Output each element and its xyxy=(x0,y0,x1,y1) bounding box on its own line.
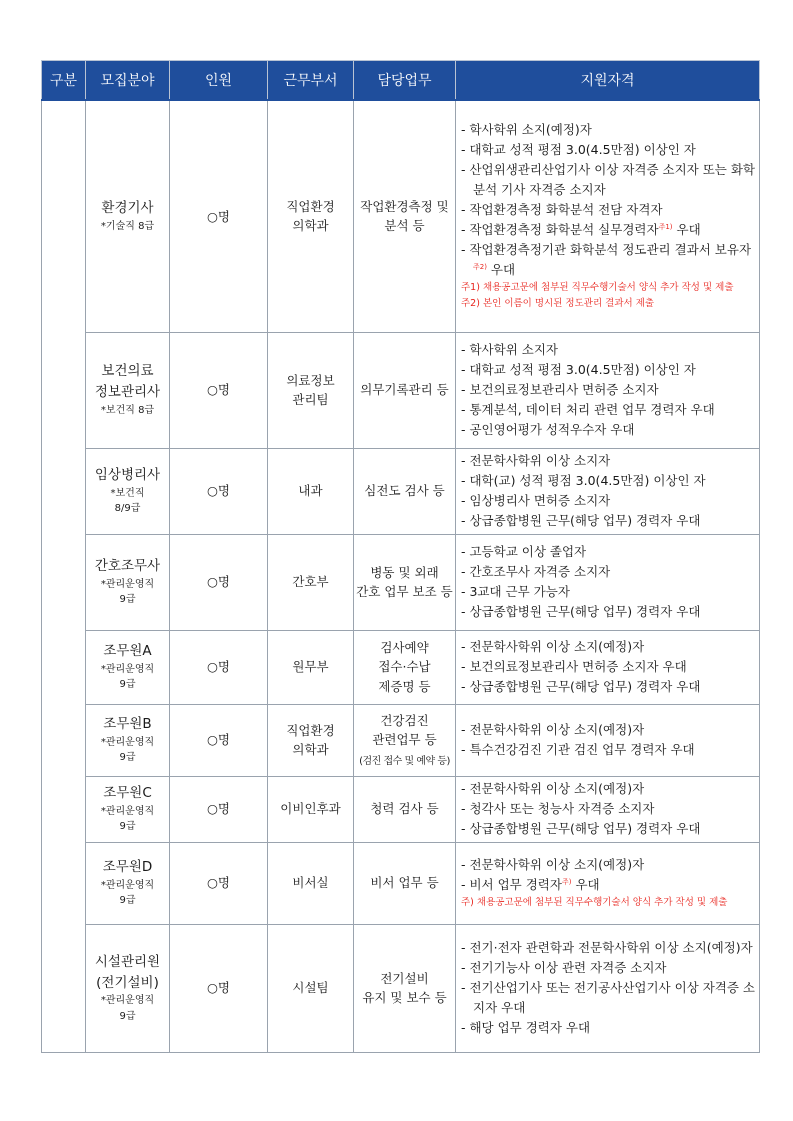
qualification-item xyxy=(461,451,755,471)
grade-label: 9급 xyxy=(119,594,136,606)
qualification-text: - 작업환경측정 화학분석 실무경력자 xyxy=(461,221,659,237)
qualification-cell xyxy=(456,534,760,630)
count-cell: ○명 xyxy=(170,332,268,448)
count-cell: ○명 xyxy=(170,704,268,776)
duty-line: 의무기록관리 등 xyxy=(360,382,449,398)
role-name: 보건의료 정보관리사 xyxy=(94,363,161,401)
duty-cell xyxy=(354,776,456,842)
duty-line: 비서 업무 등 xyxy=(370,875,439,891)
qualification-item xyxy=(461,799,755,819)
role-name: 조무원B xyxy=(103,716,152,733)
duty-line: 병동 및 외래 xyxy=(370,564,439,580)
qualification-suffix: 우대 xyxy=(486,261,516,277)
qualification-text: - 상급종합병원 근무(해당 업무) 경력자 우대 xyxy=(461,604,701,619)
grade-label: *기술직 8급 xyxy=(100,220,155,232)
duty-line: 간호 업무 보조 등 xyxy=(356,584,453,599)
department-line: 관리팀 xyxy=(292,392,329,407)
qualification-text: - 보건의료정보관리사 면허증 소지자 xyxy=(461,382,659,397)
role-name: 간호조무사 xyxy=(94,558,161,575)
department-line: 의학과 xyxy=(292,218,329,234)
duty-line: (검진 접수 및 예약 등) xyxy=(359,755,450,767)
field-cell xyxy=(86,704,170,776)
qualification-text: - 전기·전자 관련학과 전문학사학위 이상 소지(예정)자 xyxy=(461,940,753,955)
table-row xyxy=(42,924,760,1052)
count-cell: ○명 xyxy=(170,534,268,630)
duty-line: 검사예약 xyxy=(380,639,429,655)
department-cell xyxy=(268,630,354,704)
department-line: 비서실 xyxy=(292,875,329,891)
duty-line: 제증명 등 xyxy=(378,678,431,694)
qualification-suffix: 우대 xyxy=(672,221,701,237)
count-cell: ○명 xyxy=(170,630,268,704)
department-cell xyxy=(268,776,354,842)
qualification-item xyxy=(461,240,755,280)
duty-line: 분석 등 xyxy=(384,218,425,234)
qualification-cell xyxy=(456,448,760,534)
qualification-text: - 해당 업무 경력자 우대 xyxy=(461,1020,591,1035)
qualification-text: - 임상병리사 면허증 소지자 xyxy=(461,493,611,508)
role-name: 환경기사 xyxy=(101,200,154,217)
field-cell xyxy=(86,842,170,924)
role-name: 조무원C xyxy=(103,785,152,802)
qualification-item xyxy=(461,819,755,839)
qualification-text: - 상급종합병원 근무(해당 업무) 경력자 우대 xyxy=(461,821,701,836)
footnote-text: 주) 채용공고문에 첨부된 직무수행기술서 양식 추가 작성 및 제출 xyxy=(461,896,728,908)
qualification-cell xyxy=(456,842,760,924)
count-cell: ○명 xyxy=(170,776,268,842)
qualification-text: - 전문학사학위 이상 소지(예정)자 xyxy=(461,856,645,872)
header-field: 모집분야 xyxy=(86,61,170,101)
grade-label: *관리운영직 xyxy=(100,663,155,675)
qualification-cell xyxy=(456,100,760,332)
field-cell xyxy=(86,448,170,534)
qualification-item xyxy=(461,400,755,420)
duty-line: 접수·수납 xyxy=(378,659,431,675)
qualification-item xyxy=(461,491,755,511)
grade-label: 9급 xyxy=(119,679,136,691)
table-row xyxy=(42,704,760,776)
qualification-suffix: 우대 xyxy=(571,876,600,892)
grade-label: *관리운영직 xyxy=(100,879,155,891)
duty-cell xyxy=(354,332,456,448)
duty-line: 유지 및 보수 등 xyxy=(362,990,447,1005)
qualification-item xyxy=(461,511,755,531)
table-row xyxy=(42,332,760,448)
footnote-marker: 주) xyxy=(561,877,572,886)
duty-cell xyxy=(354,100,456,332)
header-count: 인원 xyxy=(170,61,268,101)
qualification-text: - 간호조무사 자격증 소지자 xyxy=(461,564,611,579)
qualification-item xyxy=(461,200,755,220)
department-line: 의료정보 xyxy=(286,372,335,388)
role-name: 조무원A xyxy=(103,643,152,660)
category-cell xyxy=(42,100,86,1052)
qualification-item xyxy=(461,978,755,1018)
qualification-cell xyxy=(456,776,760,842)
header-department: 근무부서 xyxy=(268,61,354,101)
footnote-text: 주2) 본인 이름이 명시된 정도관리 결과서 제출 xyxy=(461,298,655,310)
qualification-text: - 통계분석, 데이터 처리 관련 업무 경력자 우대 xyxy=(461,402,715,417)
department-line: 간호부 xyxy=(292,574,329,590)
qualification-item xyxy=(461,677,755,697)
qualification-cell xyxy=(456,704,760,776)
field-cell xyxy=(86,776,170,842)
qualification-item xyxy=(461,637,755,657)
duty-line: 건강검진 xyxy=(380,712,429,728)
qualification-item xyxy=(461,875,755,895)
role-name: 시설관리원 (전기설비) xyxy=(94,953,161,991)
qualification-item xyxy=(461,471,755,491)
header-qualification: 지원자격 xyxy=(456,61,760,101)
table-row xyxy=(42,534,760,630)
grade-label: 9급 xyxy=(119,895,136,907)
department-cell xyxy=(268,448,354,534)
qualification-text: - 상급종합병원 근무(해당 업무) 경력자 우대 xyxy=(461,679,701,694)
field-cell xyxy=(86,100,170,332)
qualification-cell xyxy=(456,630,760,704)
qualification-item xyxy=(461,602,755,622)
recruitment-table xyxy=(41,60,760,1053)
department-line: 내과 xyxy=(298,483,323,499)
duty-cell xyxy=(354,630,456,704)
count-cell: ○명 xyxy=(170,100,268,332)
header-duty: 담당업무 xyxy=(354,61,456,101)
qualification-item xyxy=(461,855,755,875)
department-line: 직업환경 xyxy=(286,722,335,738)
qualification-item xyxy=(461,779,755,799)
qualification-text: - 전문학사학위 이상 소지(예정)자 xyxy=(461,722,645,737)
field-cell xyxy=(86,924,170,1052)
department-cell xyxy=(268,704,354,776)
qualification-cell xyxy=(456,332,760,448)
qualification-item xyxy=(461,380,755,400)
department-line: 의학과 xyxy=(292,742,329,757)
role-name: 조무원D xyxy=(102,859,153,876)
qualification-text: - 3교대 근무 가능자 xyxy=(461,584,570,599)
field-cell xyxy=(86,630,170,704)
qualification-text: - 대학교 성적 평점 3.0(4.5만점) 이상인 자 xyxy=(461,362,696,377)
qualification-text: - 대학(교) 성적 평점 3.0(4.5만점) 이상인 자 xyxy=(461,473,706,488)
footnote-marker: 주2) xyxy=(473,262,487,271)
grade-label: *관리운영직 xyxy=(100,805,155,817)
grade-label: *관리운영직 xyxy=(100,578,155,590)
table-row xyxy=(42,100,760,332)
department-cell xyxy=(268,100,354,332)
qualification-item xyxy=(461,360,755,380)
qualification-text: - 작업환경측정 화학분석 전담 자격자 xyxy=(461,201,663,217)
footnote-marker: 주1) xyxy=(658,222,673,231)
qualification-text: - 공인영어평가 성적우수자 우대 xyxy=(461,422,635,437)
department-cell xyxy=(268,924,354,1052)
department-line: 원무부 xyxy=(292,659,329,675)
role-name: 임상병리사 xyxy=(94,467,161,484)
qualification-item xyxy=(461,160,755,200)
qualification-text: - 작업환경측정기관 화학분석 정도관리 결과서 보유자 xyxy=(461,241,752,257)
qualification-text: - 전기산업기사 또는 전기공사산업기사 이상 자격증 소지자 우대 xyxy=(461,980,756,1015)
field-cell xyxy=(86,332,170,448)
table-body xyxy=(42,100,760,1052)
qualification-text: - 상급종합병원 근무(해당 업무) 경력자 우대 xyxy=(461,513,701,528)
qualification-text: - 고등학교 이상 졸업자 xyxy=(461,544,587,559)
qualification-item xyxy=(461,140,755,160)
qualification-text: - 청각사 또는 청능사 자격증 소지자 xyxy=(461,801,655,816)
duty-line: 전기설비 xyxy=(380,970,429,986)
qualification-text: - 보건의료정보관리사 면허증 소지자 우대 xyxy=(461,659,687,674)
department-line: 시설팀 xyxy=(292,980,329,996)
department-line: 이비인후과 xyxy=(280,801,341,817)
duty-cell xyxy=(354,842,456,924)
count-cell: ○명 xyxy=(170,842,268,924)
qualification-item xyxy=(461,958,755,978)
qualification-item xyxy=(461,562,755,582)
qualification-text: - 특수건강검진 기관 검진 업무 경력자 우대 xyxy=(461,742,695,757)
duty-cell xyxy=(354,924,456,1052)
field-cell xyxy=(86,534,170,630)
count-cell: ○명 xyxy=(170,448,268,534)
grade-label: 8/9급 xyxy=(114,503,141,515)
qualification-item xyxy=(461,220,755,240)
duty-cell xyxy=(354,448,456,534)
duty-cell xyxy=(354,704,456,776)
footnote-text: 주1) 채용공고문에 첨부된 직무수행기술서 양식 추가 작성 및 제출 xyxy=(461,281,734,293)
qualification-text: - 전문학사학위 이상 소지(예정)자 xyxy=(461,781,645,796)
table-row xyxy=(42,448,760,534)
grade-label: *관리운영직 xyxy=(100,736,155,748)
qualification-text: - 비서 업무 경력자 xyxy=(461,876,562,892)
qualification-text: - 전문학사학위 이상 소지(예정)자 xyxy=(461,639,645,654)
duty-line: 관련업무 등 xyxy=(372,732,437,748)
grade-label: *관리운영직 xyxy=(100,995,155,1007)
qualification-text: - 학사학위 소지자 xyxy=(461,342,558,357)
qualification-item xyxy=(461,1018,755,1038)
department-cell xyxy=(268,332,354,448)
qualification-item xyxy=(461,542,755,562)
qualification-text: - 전기기능사 이상 관련 자격증 소지자 xyxy=(461,960,667,975)
grade-label: *보건직 xyxy=(110,487,145,499)
qualification-item xyxy=(461,938,755,958)
header-category: 구분 xyxy=(42,61,86,101)
grade-label: 9급 xyxy=(119,821,136,833)
qualification-item xyxy=(461,657,755,677)
grade-label: *보건직 8급 xyxy=(100,405,155,417)
table-row xyxy=(42,842,760,924)
duty-line: 심전도 검사 등 xyxy=(364,483,445,499)
grade-label: 9급 xyxy=(119,1010,136,1022)
duty-cell xyxy=(354,534,456,630)
department-line: 직업환경 xyxy=(286,198,335,214)
qualification-cell xyxy=(456,924,760,1052)
qualification-item xyxy=(461,582,755,602)
qualification-text: - 대학교 성적 평점 3.0(4.5만점) 이상인 자 xyxy=(461,141,696,157)
duty-line: 작업환경측정 및 xyxy=(360,198,449,214)
duty-line: 청력 검사 등 xyxy=(370,801,439,817)
table-header-row xyxy=(42,61,760,101)
grade-label: 9급 xyxy=(119,752,136,764)
table-row xyxy=(42,776,760,842)
qualification-text: - 전문학사학위 이상 소지자 xyxy=(461,453,611,468)
qualification-item xyxy=(461,740,755,760)
qualification-item xyxy=(461,720,755,740)
count-cell: ○명 xyxy=(170,924,268,1052)
department-cell xyxy=(268,842,354,924)
qualification-text: - 학사학위 소지(예정)자 xyxy=(461,121,592,137)
table-row xyxy=(42,630,760,704)
qualification-item xyxy=(461,340,755,360)
department-cell xyxy=(268,534,354,630)
qualification-item xyxy=(461,420,755,440)
qualification-item xyxy=(461,120,755,140)
qualification-text: - 산업위생관리산업기사 이상 자격증 소지자 또는 화학분석 기사 자격증 소지자 xyxy=(461,161,756,197)
